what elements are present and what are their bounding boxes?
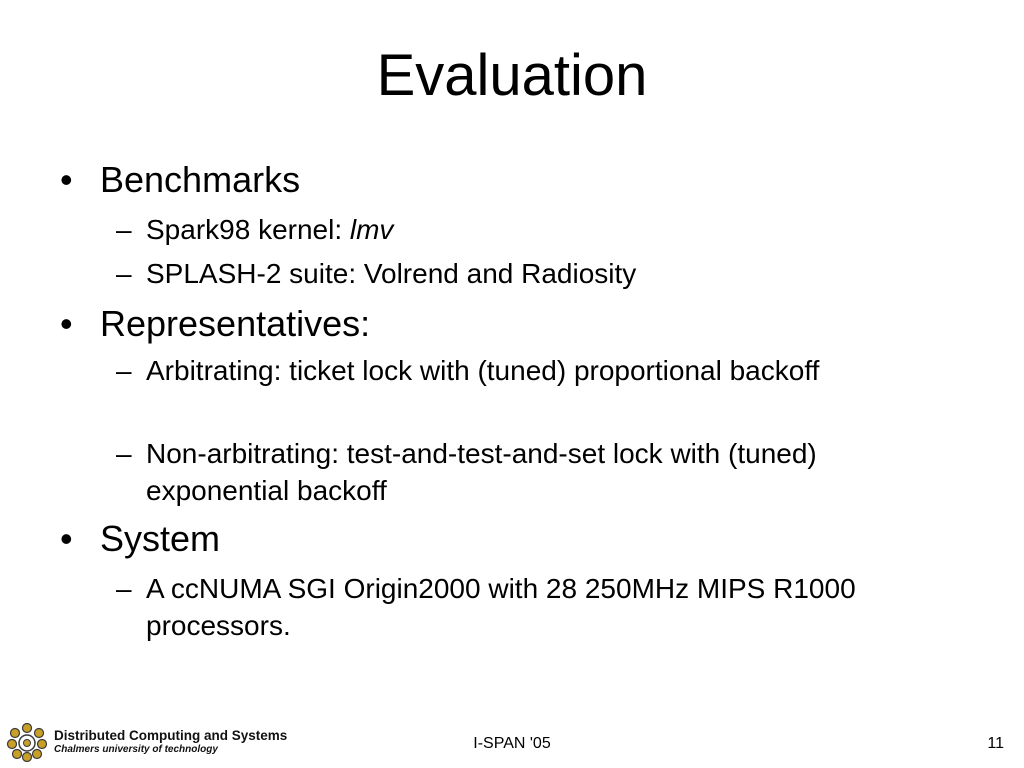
- slide-footer: [0, 722, 1024, 768]
- sub-bullet-ccnuma: [116, 570, 916, 644]
- bullet-text: System: [100, 518, 221, 559]
- slide-title: Evaluation: [376, 43, 648, 108]
- dash-marker: –: [116, 573, 132, 604]
- logo-line-2: Chalmers university of technology: [54, 744, 218, 755]
- bullet-marker: •: [60, 159, 73, 200]
- sub-bullet-non-arbitrating: [116, 435, 916, 509]
- sub-bullet-splash2: [116, 255, 916, 292]
- dash-marker: –: [116, 258, 132, 289]
- sub-bullet-emphasis: lmv: [349, 214, 394, 245]
- sub-bullet-text: A ccNUMA SGI Origin2000 with 28 250MHz MIPS R1000 processors.: [146, 573, 856, 641]
- sub-bullet-text: Arbitrating: ticket lock with (tuned) proportional backoff: [146, 355, 820, 386]
- bullet-text: Representatives:: [100, 303, 371, 344]
- sub-bullet-arbitrating: [116, 352, 916, 389]
- logo-text: [54, 728, 287, 756]
- logo-line-1: Distributed Computing and Systems: [54, 728, 288, 743]
- bullet-marker: •: [60, 303, 73, 344]
- dash-marker: –: [116, 214, 132, 245]
- sub-bullet-text: [146, 211, 886, 248]
- sub-bullet-text: SPLASH-2 suite: Volrend and Radiosity: [146, 258, 637, 289]
- sub-bullet-spark98: [116, 211, 916, 248]
- sub-bullet-text: Non-arbitrating: test-and-test-and-set lock with (tuned) exponential backoff: [146, 438, 817, 506]
- bullet-text: Benchmarks: [100, 159, 301, 200]
- bullet-marker: •: [60, 518, 73, 559]
- slide-number: 11: [987, 735, 1004, 752]
- dash-marker: –: [116, 355, 132, 386]
- footer-conference: I-SPAN '05: [473, 735, 551, 752]
- chalmers-logo-icon: [6, 722, 48, 762]
- sub-bullet-prefix: Spark98 kernel:: [146, 214, 350, 245]
- dash-marker: –: [116, 438, 132, 469]
